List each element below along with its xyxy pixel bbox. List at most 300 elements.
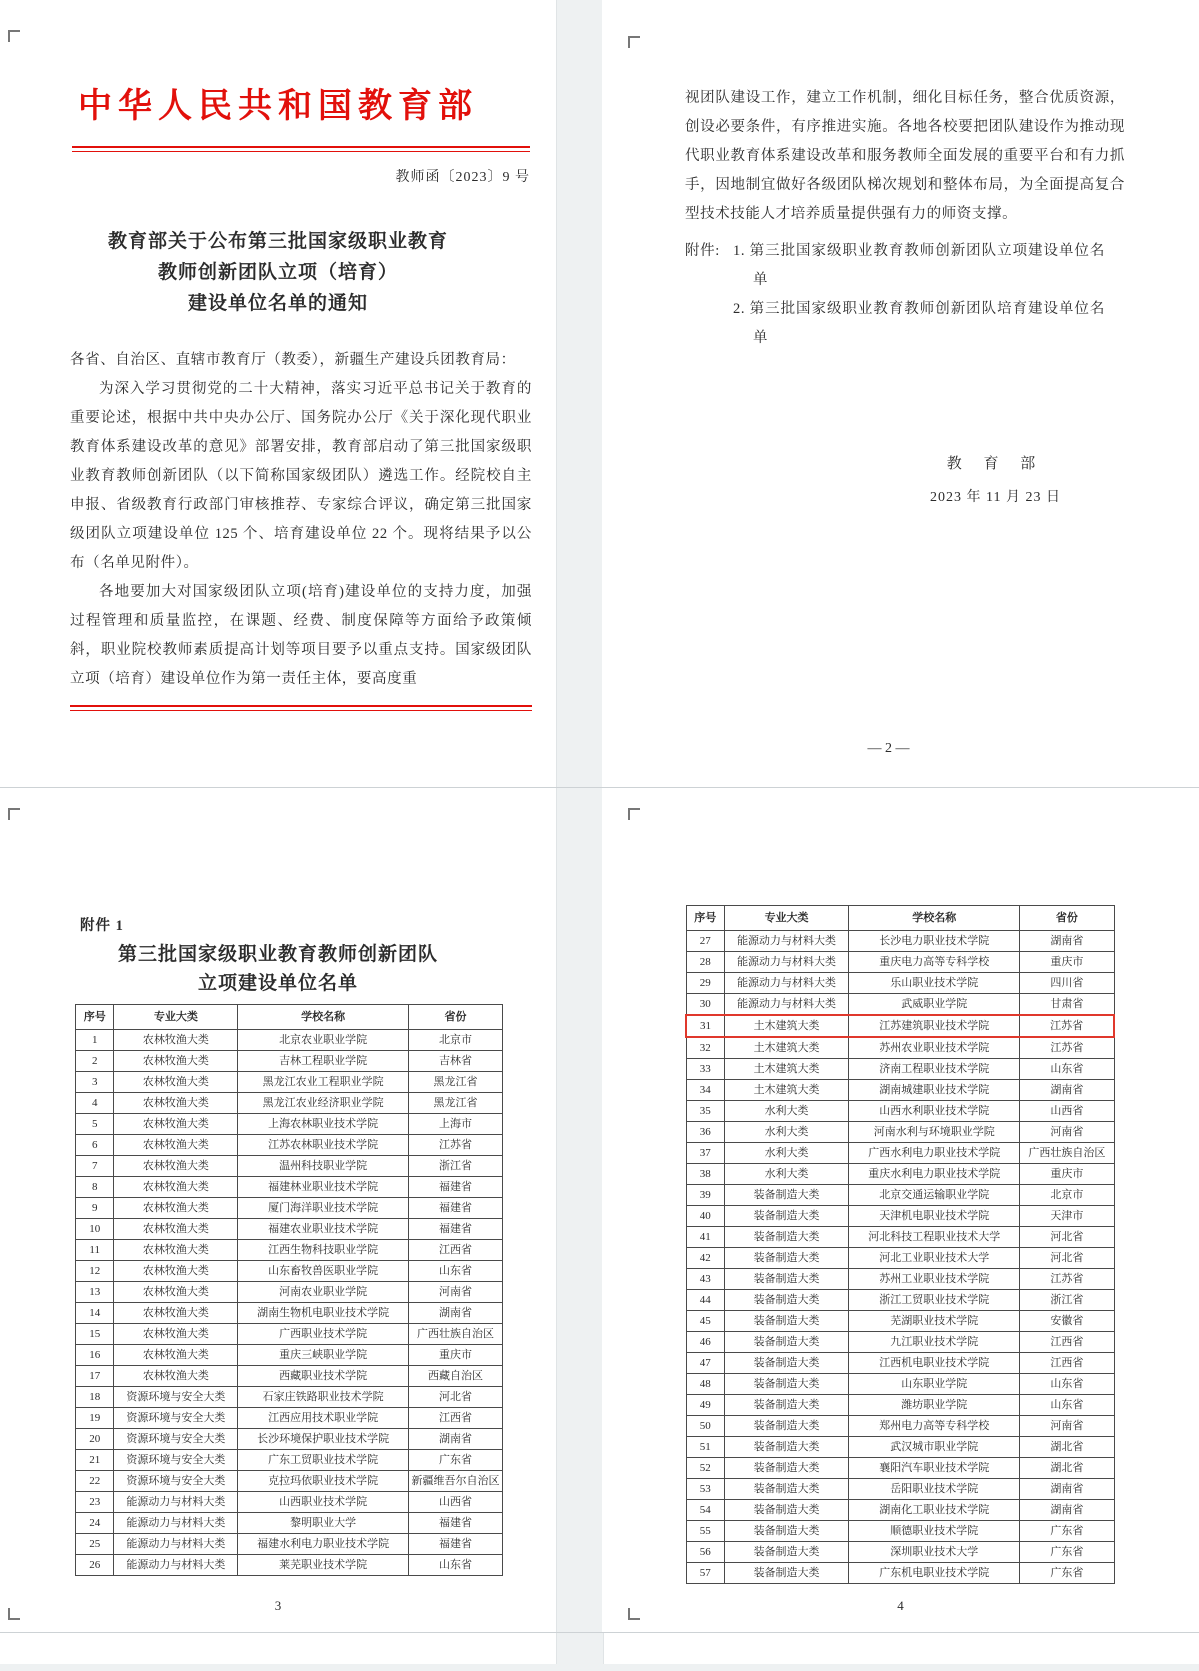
table-cell: 河南农业职业学院: [238, 1282, 409, 1303]
table-cell: 河南水利与环境职业学院: [849, 1122, 1020, 1143]
table-row: [686, 1542, 1114, 1563]
table-row: [76, 1324, 503, 1345]
table-cell: 37: [686, 1143, 725, 1164]
table-cell: 长沙电力职业技术学院: [849, 931, 1020, 952]
table-cell: 重庆电力高等专科学校: [849, 952, 1020, 973]
table-row: [686, 1395, 1114, 1416]
table-cell: 装备制造大类: [725, 1248, 849, 1269]
table-cell: 山西职业技术学院: [238, 1492, 409, 1513]
table-cell: 装备制造大类: [725, 1395, 849, 1416]
column-header-school: 学校名称: [238, 1005, 409, 1030]
signature-block: [930, 452, 1061, 506]
table-cell: 24: [76, 1513, 114, 1534]
table-cell: 农林牧渔大类: [114, 1177, 238, 1198]
table-cell: 33: [686, 1059, 725, 1080]
table-cell: 苏州工业职业技术学院: [849, 1269, 1020, 1290]
table-cell: 52: [686, 1458, 725, 1479]
table-cell: 44: [686, 1290, 725, 1311]
table-cell: 河北工业职业技术大学: [849, 1248, 1020, 1269]
column-header-province: 省份: [409, 1005, 503, 1030]
table-row: [686, 1164, 1114, 1185]
table-row: [686, 1269, 1114, 1290]
table-row: [76, 1156, 503, 1177]
table-cell: 38: [686, 1164, 725, 1185]
table-cell: 厦门海洋职业技术学院: [238, 1198, 409, 1219]
table-cell: 3: [76, 1072, 114, 1093]
table-cell: 农林牧渔大类: [114, 1261, 238, 1282]
table-cell: 4: [76, 1093, 114, 1114]
table-row-highlighted: [686, 1015, 1114, 1037]
table-cell: 河南省: [1020, 1416, 1114, 1437]
table-row: [76, 1219, 503, 1240]
table-cell: 河北省: [1020, 1248, 1114, 1269]
table-cell: 重庆市: [409, 1345, 503, 1366]
table-cell: 黑龙江农业经济职业学院: [238, 1093, 409, 1114]
table-cell: 32: [686, 1037, 725, 1059]
table-cell: 资源环境与安全大类: [114, 1471, 238, 1492]
table-cell: 河南省: [409, 1282, 503, 1303]
table-cell: 新疆维吾尔自治区: [409, 1471, 503, 1492]
table-cell: 湖南省: [1020, 1500, 1114, 1521]
table-cell: 克拉玛依职业技术学院: [238, 1471, 409, 1492]
table-cell: 福建省: [409, 1198, 503, 1219]
table-row: [686, 952, 1114, 973]
table-row: [686, 1416, 1114, 1437]
table-cell: 水利大类: [725, 1164, 849, 1185]
table-cell: 江西省: [409, 1408, 503, 1429]
table-row: [686, 1143, 1114, 1164]
table-cell: 江苏省: [1020, 1037, 1114, 1059]
table-cell: 济南工程职业技术学院: [849, 1059, 1020, 1080]
table-cell: 上海农林职业技术学院: [238, 1114, 409, 1135]
table-cell: 山东省: [409, 1261, 503, 1282]
table-cell: 11: [76, 1240, 114, 1261]
attachments-label: 附件:: [685, 243, 720, 259]
table-row: [686, 1332, 1114, 1353]
table-row: [76, 1303, 503, 1324]
table-cell: 57: [686, 1563, 725, 1584]
table-cell: 16: [76, 1345, 114, 1366]
table-cell: 能源动力与材料大类: [725, 973, 849, 994]
table-cell: 河北省: [1020, 1227, 1114, 1248]
table-cell: 47: [686, 1353, 725, 1374]
attachment-1-label: 附件 1: [80, 918, 124, 934]
table-cell: 江苏省: [1020, 1015, 1114, 1037]
table-cell: 湖南省: [409, 1303, 503, 1324]
table-cell: 21: [76, 1450, 114, 1471]
notice-title: [0, 226, 556, 319]
table-row: [686, 1080, 1114, 1101]
table-cell: 农林牧渔大类: [114, 1240, 238, 1261]
table-cell: 北京市: [409, 1030, 503, 1051]
document-number: 教师函〔2023〕9 号: [395, 170, 530, 185]
viewer-bottom-strip: [0, 1664, 1199, 1671]
table-cell: 江苏建筑职业技术学院: [849, 1015, 1020, 1037]
table-cell: 装备制造大类: [725, 1332, 849, 1353]
table-cell: 武威职业学院: [849, 994, 1020, 1016]
page-4: [602, 788, 1199, 1632]
table-cell: 湖北省: [1020, 1437, 1114, 1458]
table-row: [76, 1366, 503, 1387]
table-cell: 湖南省: [1020, 931, 1114, 952]
table-cell: 九江职业技术学院: [849, 1332, 1020, 1353]
table-cell: 29: [686, 973, 725, 994]
table-row: [76, 1534, 503, 1555]
table-cell: 51: [686, 1437, 725, 1458]
table-cell: 14: [76, 1303, 114, 1324]
table-cell: 36: [686, 1122, 725, 1143]
table-row: [76, 1345, 503, 1366]
notice-title-line: 教育部关于公布第三批国家级职业教育: [107, 231, 448, 252]
table-cell: 资源环境与安全大类: [114, 1429, 238, 1450]
table-cell: 深圳职业技术大学: [849, 1542, 1020, 1563]
table-cell: 45: [686, 1311, 725, 1332]
table-row: [76, 1492, 503, 1513]
table-cell: 农林牧渔大类: [114, 1051, 238, 1072]
table-cell: 广东省: [409, 1450, 503, 1471]
table-cell: 广东机电职业技术学院: [849, 1563, 1020, 1584]
table-row: [686, 1353, 1114, 1374]
corner-mark: [628, 36, 640, 48]
table-cell: 55: [686, 1521, 725, 1542]
table-row: [76, 1387, 503, 1408]
table-row: [76, 1513, 503, 1534]
table-cell: 装备制造大类: [725, 1374, 849, 1395]
table-cell: 54: [686, 1500, 725, 1521]
table-cell: 吉林工程职业学院: [238, 1051, 409, 1072]
table-row: [686, 1458, 1114, 1479]
table-cell: 浙江省: [1020, 1290, 1114, 1311]
table-cell: 广东省: [1020, 1563, 1114, 1584]
table-cell: 41: [686, 1227, 725, 1248]
table-cell: 能源动力与材料大类: [114, 1555, 238, 1576]
table-row: [76, 1114, 503, 1135]
table-row: [686, 1059, 1114, 1080]
table-cell: 能源动力与材料大类: [725, 931, 849, 952]
attachments-items: [733, 237, 1105, 353]
paragraph: 各地要加大对国家级团队立项(培育)建设单位的支持力度，加强过程管理和质量监控，在课题、经费、制度保障等方面给予政策倾斜，职业院校教师素质提高计划等项目要予以重点支持。国家级团队立项（培育）建设单位作为第一责任主体，要高度重: [70, 584, 532, 687]
table-header-row: [686, 906, 1114, 931]
table-cell: 江苏省: [1020, 1269, 1114, 1290]
table-cell: 山东省: [1020, 1395, 1114, 1416]
table-cell: 黑龙江省: [409, 1093, 503, 1114]
table-cell: 土木建筑大类: [725, 1015, 849, 1037]
table-cell: 装备制造大类: [725, 1290, 849, 1311]
table-cell: 北京市: [1020, 1185, 1114, 1206]
table-cell: 农林牧渔大类: [114, 1324, 238, 1345]
table-cell: 装备制造大类: [725, 1479, 849, 1500]
table-cell: 郑州电力高等专科学校: [849, 1416, 1020, 1437]
page-number: 4: [897, 1598, 904, 1613]
notice-body: [70, 346, 532, 711]
table-cell: 广东省: [1020, 1542, 1114, 1563]
table-cell: 天津市: [1020, 1206, 1114, 1227]
table-cell: 15: [76, 1324, 114, 1345]
signer-name: 教 育 部: [946, 456, 1045, 472]
table-cell: 江西省: [1020, 1353, 1114, 1374]
table-cell: 2: [76, 1051, 114, 1072]
attachment-item: 2. 第三批国家级职业教育教师创新团队培育建设单位名单: [733, 301, 1105, 346]
table-row: [686, 1206, 1114, 1227]
table-cell: 湖南省: [409, 1429, 503, 1450]
table-row: [76, 1450, 503, 1471]
table-cell: 56: [686, 1542, 725, 1563]
table-cell: 西藏自治区: [409, 1366, 503, 1387]
table-cell: 装备制造大类: [725, 1563, 849, 1584]
signature-date: 2023 年 11 月 23 日: [930, 490, 1061, 505]
table-cell: 山东畜牧兽医职业学院: [238, 1261, 409, 1282]
table-cell: 山西水利职业技术学院: [849, 1101, 1020, 1122]
table-cell: 12: [76, 1261, 114, 1282]
table-cell: 乐山职业技术学院: [849, 973, 1020, 994]
table-row: [76, 1030, 503, 1051]
table-cell: 装备制造大类: [725, 1521, 849, 1542]
table-cell: 四川省: [1020, 973, 1114, 994]
table-row: [686, 1122, 1114, 1143]
table-cell: 湖南化工职业技术学院: [849, 1500, 1020, 1521]
table-cell: 农林牧渔大类: [114, 1198, 238, 1219]
table-cell: 6: [76, 1135, 114, 1156]
attachment-item: 1. 第三批国家级职业教育教师创新团队立项建设单位名单: [733, 243, 1105, 288]
table-cell: 装备制造大类: [725, 1206, 849, 1227]
table-row: [76, 1282, 503, 1303]
table-cell: 江苏省: [409, 1135, 503, 1156]
roster-title: [0, 940, 556, 998]
table-cell: 48: [686, 1374, 725, 1395]
table-cell: 25: [76, 1534, 114, 1555]
table-cell: 装备制造大类: [725, 1437, 849, 1458]
table-cell: 农林牧渔大类: [114, 1114, 238, 1135]
table-cell: 49: [686, 1395, 725, 1416]
table-row: [76, 1408, 503, 1429]
table-cell: 福建省: [409, 1513, 503, 1534]
table-cell: 山西省: [409, 1492, 503, 1513]
table-cell: 湖南省: [1020, 1080, 1114, 1101]
table-cell: 武汉城市职业学院: [849, 1437, 1020, 1458]
table-cell: 26: [76, 1555, 114, 1576]
table-cell: 浙江省: [409, 1156, 503, 1177]
column-header-seq: 序号: [686, 906, 725, 931]
table-cell: 黑龙江省: [409, 1072, 503, 1093]
table-cell: 装备制造大类: [725, 1542, 849, 1563]
table-cell: 资源环境与安全大类: [114, 1450, 238, 1471]
table-row: [686, 1479, 1114, 1500]
table-cell: 19: [76, 1408, 114, 1429]
roster-title-line: 第三批国家级职业教育教师创新团队: [117, 944, 438, 965]
table-cell: 7: [76, 1156, 114, 1177]
table-cell: 水利大类: [725, 1143, 849, 1164]
table-row: [76, 1177, 503, 1198]
table-cell: 22: [76, 1471, 114, 1492]
column-header-category: 专业大类: [114, 1005, 238, 1030]
paragraph: 视团队建设工作，建立工作机制，细化目标任务，整合优质资源，创设必要条件，有序推进实施。各地各校要把团队建设作为推动现代职业教育体系建设改革和服务教师全面发展的重要平台和有力抓手，因地制宜做好各级团队梯次规划和整体布局，为全面提高复合型技术技能人才培养质量提供强有力的师资支撑。: [685, 90, 1125, 222]
notice-title-line: 教师创新团队立项（培育）: [157, 262, 398, 283]
table-cell: 莱芜职业技术学院: [238, 1555, 409, 1576]
table-cell: 27: [686, 931, 725, 952]
table-cell: 装备制造大类: [725, 1185, 849, 1206]
table-cell: 23: [76, 1492, 114, 1513]
table-cell: 34: [686, 1080, 725, 1101]
table-row: [686, 1290, 1114, 1311]
table-cell: 农林牧渔大类: [114, 1282, 238, 1303]
table-cell: 28: [686, 952, 725, 973]
table-cell: 吉林省: [409, 1051, 503, 1072]
table-cell: 重庆三峡职业学院: [238, 1345, 409, 1366]
table-cell: 甘肃省: [1020, 994, 1114, 1016]
table-row: [686, 1374, 1114, 1395]
table-cell: 农林牧渔大类: [114, 1303, 238, 1324]
table-cell: 农林牧渔大类: [114, 1135, 238, 1156]
table-cell: 17: [76, 1366, 114, 1387]
table-cell: 广东省: [1020, 1521, 1114, 1542]
table-cell: 西藏职业技术学院: [238, 1366, 409, 1387]
attachments-list: [685, 237, 1125, 353]
table-cell: 北京交通运输职业学院: [849, 1185, 1020, 1206]
table-row: [686, 1521, 1114, 1542]
table-cell: 重庆市: [1020, 1164, 1114, 1185]
table-cell: 35: [686, 1101, 725, 1122]
corner-mark: [8, 808, 20, 820]
table-cell: 湖南省: [1020, 1479, 1114, 1500]
table-cell: 山东省: [1020, 1059, 1114, 1080]
page-number: — 2 —: [867, 741, 910, 756]
table-cell: 42: [686, 1248, 725, 1269]
notice-body-continued: [685, 84, 1125, 353]
table-cell: 苏州农业职业技术学院: [849, 1037, 1020, 1059]
notice-title-line: 建设单位名单的通知: [187, 293, 368, 314]
table-row: [76, 1240, 503, 1261]
table-cell: 农林牧渔大类: [114, 1093, 238, 1114]
table-cell: 湖北省: [1020, 1458, 1114, 1479]
table-cell: 装备制造大类: [725, 1416, 849, 1437]
table-cell: 广东工贸职业技术学院: [238, 1450, 409, 1471]
table-cell: 安徽省: [1020, 1311, 1114, 1332]
table-cell: 水利大类: [725, 1122, 849, 1143]
table-cell: 浙江工贸职业技术学院: [849, 1290, 1020, 1311]
table-cell: 53: [686, 1479, 725, 1500]
table-cell: 长沙环境保护职业技术学院: [238, 1429, 409, 1450]
table-cell: 装备制造大类: [725, 1353, 849, 1374]
table-cell: 20: [76, 1429, 114, 1450]
table-cell: 湖南城建职业技术学院: [849, 1080, 1020, 1101]
table-cell: 广西职业技术学院: [238, 1324, 409, 1345]
table-row: [76, 1072, 503, 1093]
table-cell: 能源动力与材料大类: [725, 994, 849, 1016]
table-cell: 山东省: [1020, 1374, 1114, 1395]
table-cell: 8: [76, 1177, 114, 1198]
table-cell: 福建林业职业技术学院: [238, 1177, 409, 1198]
table-cell: 能源动力与材料大类: [114, 1513, 238, 1534]
page-3: [0, 788, 556, 1632]
page-number: 3: [274, 1598, 282, 1613]
table-cell: 46: [686, 1332, 725, 1353]
table-cell: 石家庄铁路职业技术学院: [238, 1387, 409, 1408]
table-cell: 河南省: [1020, 1122, 1114, 1143]
table-cell: 江西省: [1020, 1332, 1114, 1353]
table-cell: 江西应用技术职业学院: [238, 1408, 409, 1429]
table-cell: 河北省: [409, 1387, 503, 1408]
table-cell: 能源动力与材料大类: [114, 1534, 238, 1555]
table-cell: 农林牧渔大类: [114, 1072, 238, 1093]
page-gutter: [556, 0, 604, 1671]
table-cell: 江西省: [409, 1240, 503, 1261]
table-cell: 黑龙江农业工程职业学院: [238, 1072, 409, 1093]
page-2: [602, 0, 1199, 787]
column-header-province: 省份: [1020, 906, 1114, 931]
table-row: [686, 1311, 1114, 1332]
table-cell: 潍坊职业学院: [849, 1395, 1020, 1416]
table-cell: 上海市: [409, 1114, 503, 1135]
table-cell: 5: [76, 1114, 114, 1135]
table-cell: 重庆市: [1020, 952, 1114, 973]
corner-mark: [628, 808, 640, 820]
table-cell: 资源环境与安全大类: [114, 1408, 238, 1429]
table-cell: 江西生物科技职业学院: [238, 1240, 409, 1261]
table-cell: 天津机电职业技术学院: [849, 1206, 1020, 1227]
table-row: [686, 994, 1114, 1016]
table-cell: 山东省: [409, 1555, 503, 1576]
table-row: [686, 1248, 1114, 1269]
table-cell: 顺德职业技术学院: [849, 1521, 1020, 1542]
table-cell: 资源环境与安全大类: [114, 1387, 238, 1408]
table-cell: 河北科技工程职业技术大学: [849, 1227, 1020, 1248]
table-cell: 40: [686, 1206, 725, 1227]
table-row: [686, 1500, 1114, 1521]
table-cell: 岳阳职业技术学院: [849, 1479, 1020, 1500]
corner-mark: [8, 30, 20, 42]
table-header-row: [76, 1005, 503, 1030]
table-cell: 福建省: [409, 1177, 503, 1198]
column-header-category: 专业大类: [725, 906, 849, 931]
table-cell: 北京农业职业学院: [238, 1030, 409, 1051]
table-cell: 广西水利电力职业技术学院: [849, 1143, 1020, 1164]
table-row: [686, 1563, 1114, 1584]
table-cell: 江西机电职业技术学院: [849, 1353, 1020, 1374]
table-cell: 9: [76, 1198, 114, 1219]
table-row: [76, 1555, 503, 1576]
table-row: [76, 1471, 503, 1492]
column-header-seq: 序号: [76, 1005, 114, 1030]
table-cell: 农林牧渔大类: [114, 1156, 238, 1177]
table-cell: 土木建筑大类: [725, 1037, 849, 1059]
table-row: [686, 1037, 1114, 1059]
table-cell: 1: [76, 1030, 114, 1051]
table-cell: 装备制造大类: [725, 1311, 849, 1332]
table-cell: 农林牧渔大类: [114, 1345, 238, 1366]
table-row: [76, 1198, 503, 1219]
roster-table-page3: [75, 1004, 503, 1576]
table-cell: 江苏农林职业技术学院: [238, 1135, 409, 1156]
table-cell: 装备制造大类: [725, 1458, 849, 1479]
table-cell: 湖南生物机电职业技术学院: [238, 1303, 409, 1324]
table-cell: 装备制造大类: [725, 1269, 849, 1290]
letterhead-title: 中华人民共和国教育部: [78, 88, 478, 125]
table-cell: 10: [76, 1219, 114, 1240]
table-row: [686, 1227, 1114, 1248]
table-cell: 能源动力与材料大类: [114, 1492, 238, 1513]
table-cell: 广西壮族自治区: [1020, 1143, 1114, 1164]
table-cell: 43: [686, 1269, 725, 1290]
table-cell: 襄阳汽车职业技术学院: [849, 1458, 1020, 1479]
page-1: [0, 0, 556, 787]
table-cell: 31: [686, 1015, 725, 1037]
table-cell: 农林牧渔大类: [114, 1219, 238, 1240]
table-row: [76, 1261, 503, 1282]
table-cell: 农林牧渔大类: [114, 1366, 238, 1387]
table-cell: 土木建筑大类: [725, 1059, 849, 1080]
table-cell: 30: [686, 994, 725, 1016]
table-cell: 装备制造大类: [725, 1500, 849, 1521]
